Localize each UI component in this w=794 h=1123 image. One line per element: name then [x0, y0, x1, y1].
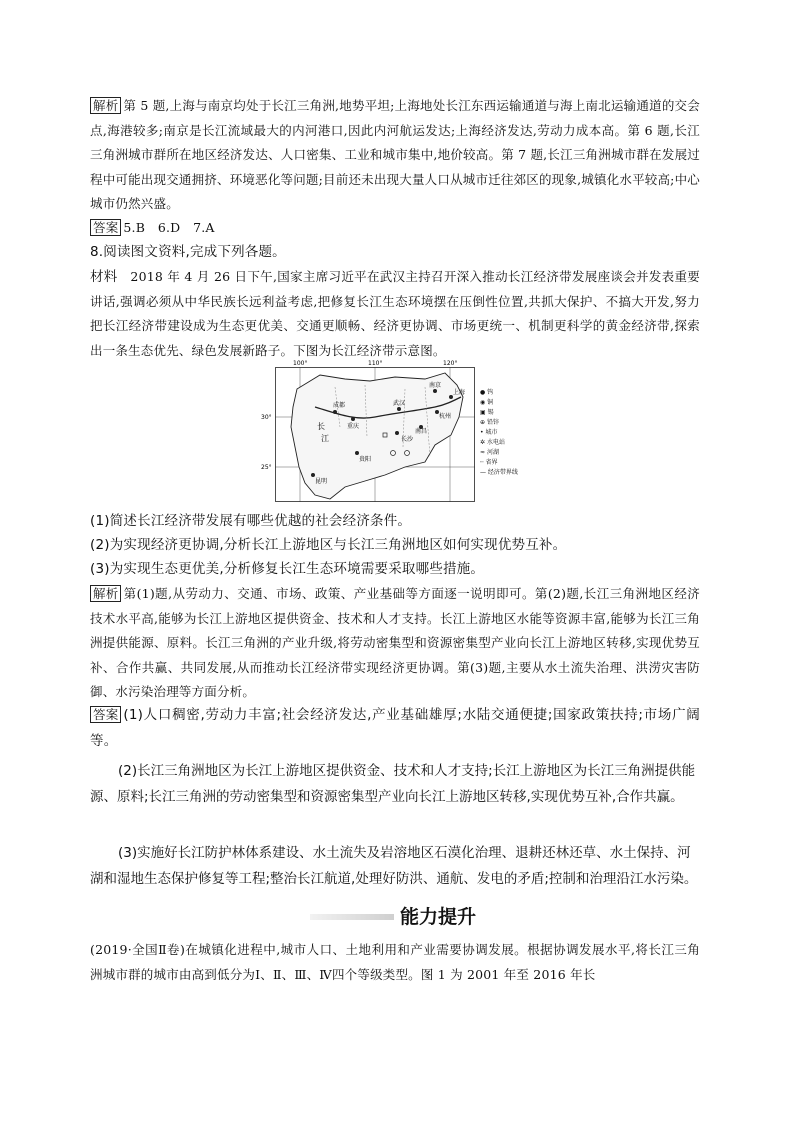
analysis-block-2 — [90, 582, 700, 705]
place-chongqing: 重庆 — [347, 423, 360, 430]
answer-text: 5.B 6.D 7.A — [123, 220, 215, 235]
lon-label-110: 110° — [368, 360, 383, 367]
place-chengdu: 成都 — [333, 402, 346, 409]
place-changsha: 长沙 — [401, 436, 414, 443]
legend-item-tungsten: ● 钨 — [480, 389, 494, 396]
question-8-material — [90, 265, 700, 363]
legend-item-province-border: ┄ 省界 — [480, 459, 498, 466]
material-text: 2018 年 4 月 26 日下午,国家主席习近平在武汉主持召开深入推动长江经济带发展座谈会并发表重要讲话,强调必须从中华民族长远利益考虑,把修复长江生态环境摆在压倒性位置,共抓大保护、不搞大开发,努力把长江经济带建设成为生态更优美、交通更顺畅、经济更协调、市场更统一、机制更科学的黄金经济带,探索出一条生态优先、绿色发展新路子。下图为长江经济带示意图。 — [90, 269, 700, 358]
answer-text-2: (2)长江三角洲地区为长江上游地区提供资金、技术和人才支持;长江上游地区为长江三角洲提供能源、原料;长江三角洲的劳动密集型和资源密集型产业向长江上游地区转移,实现优势互补,合作共赢。 — [90, 763, 696, 805]
map-label-jiang: 江 — [321, 434, 329, 443]
place-kunming: 昆明 — [315, 478, 328, 485]
place-hangzhou: 杭州 — [439, 413, 452, 420]
answer-block-2 — [90, 702, 700, 754]
place-nanchang: 南昌 — [415, 428, 428, 435]
lon-label-100: 100° — [293, 360, 308, 367]
answer-tag: 答案 — [90, 706, 121, 723]
legend-item-belt-boundary: — 经济带界线 — [480, 469, 518, 476]
legend-item-hydropower: ✲ 水电站 — [480, 439, 505, 446]
sub-question-2: (2)为实现经济更协调,分析长江上游地区与长江三角洲地区如何实现优势互补。 — [90, 537, 567, 553]
analysis-text: 第 5 题,上海与南京均处于长江三角洲,地势平坦;上海地处长江东西运输通道与海上南北运输通道的交会点,海港较多;南京是长江流域最大的内河港口,因此内河航运发达;上海经济发达,劳动力成本高。第 6 题,长江三角洲城市群所在地区经济发达、人口密集、工业和城市集中,地价较高。第 7 题,长江三角洲城市群在发展过程中可能出现交通拥挤、环境恶化等问题;目前还未出现大量人口从城市迁往郊区的现象,城镇化水平较高;中心城市仍然兴盛。 — [90, 98, 700, 211]
legend-item-rivers: ≈ 河湖 — [480, 449, 499, 456]
section-heading-text: 能力提升 — [400, 906, 477, 928]
answer-text-1: (1)人口稠密,劳动力丰富;社会经济发达,产业基础雄厚;水陆交通便捷;国家政策扶持;市场广阔等。 — [90, 707, 700, 749]
place-guiyang: 贵阳 — [359, 456, 372, 463]
analysis-block-1 — [90, 94, 700, 217]
legend-item-city: • 城市 — [480, 429, 498, 436]
legend-item-lead-zinc: ⊕ 铅锌 — [480, 419, 499, 426]
legend-item-tin: ▣ 锡 — [480, 409, 494, 416]
place-nanjing: 南京 — [429, 382, 442, 389]
answer-text-3: (3)实施好长江防护林体系建设、水土流失及岩溶地区石漠化治理、退耕还林还草、水土保持、河湖和湿地生态保护修复等工程;整治长江航道,处理好防洪、通航、发电的矛盾;控制和治理沿江水污染。 — [90, 845, 698, 887]
legend-item-copper: ◉ 铜 — [480, 399, 494, 406]
bottom-question-intro: (2019·全国Ⅱ卷)在城镇化进程中,城市人口、土地利用和产业需要协调发展。根据协调发展水平,将长江三角洲城市群的城市由高到低分为Ⅰ、Ⅱ、Ⅲ、Ⅳ四个等级类型。图 1 为 2001 年至 2016 年长 — [90, 942, 700, 982]
analysis-text: 第(1)题,从劳动力、交通、市场、政策、产业基础等方面逐一说明即可。第(2)题,长江三角洲地区经济技术水平高,能够为长江上游地区提供资金、技术和人才支持。长江上游地区水能等资源丰富,能够为长江三角洲提供能源、原料。长江三角洲的产业升级,将劳动密集型和资源密集型产业向长江上游地区转移,实现优势互补、合作共赢、共同发展,从而推动长江经济带实现经济更协调。第(3)题,主要从水土流失治理、洪涝灾害防御、水污染治理等方面分析。 — [90, 586, 700, 699]
yangtze-economic-belt-map — [261, 360, 475, 502]
section-heading-bar — [310, 914, 394, 920]
analysis-tag: 解析 — [90, 585, 121, 602]
lon-label-120: 120° — [443, 360, 458, 367]
place-shanghai: 上海 — [453, 389, 466, 396]
question-8-title: 8.阅读图文资料,完成下列各题。 — [90, 244, 286, 260]
material-label: 材料 — [90, 269, 118, 285]
analysis-tag: 解析 — [90, 97, 121, 114]
lat-label-25: 25° — [261, 464, 272, 471]
map-legend — [480, 388, 570, 478]
lat-label-30: 30° — [261, 414, 272, 421]
answer-block-1 — [90, 216, 700, 241]
map-label-chang: 长 — [317, 422, 325, 431]
sub-question-3: (3)为实现生态更优美,分析修复长江生态环境需要采取哪些措施。 — [90, 561, 485, 577]
section-heading — [310, 902, 610, 930]
answer-tag: 答案 — [90, 219, 121, 236]
sub-question-1: (1)简述长江经济带发展有哪些优越的社会经济条件。 — [90, 513, 412, 529]
place-wuhan: 武汉 — [393, 400, 406, 407]
